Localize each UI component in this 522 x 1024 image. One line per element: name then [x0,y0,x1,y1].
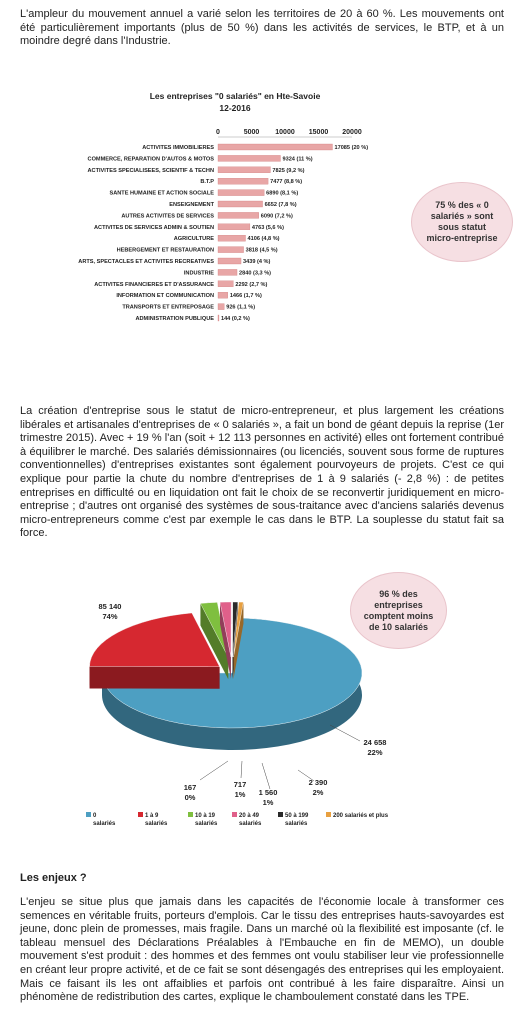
bar-value-label: 2292 (2,7 %) [235,281,268,288]
pie-percent-label: 1% [234,790,246,799]
pie-leader-line [330,725,360,741]
bar-x-tick-label: 20000 [342,129,362,136]
bar [218,201,263,207]
bar [218,281,233,287]
bar-value-label: 17085 (20 %) [334,145,369,151]
bar [218,235,246,241]
pie-value-label: 717 [233,780,247,789]
bar-category-label: ARTS, SPECTACLES ET ACTIVITES RECREATIVES [78,259,214,265]
bar-x-tick-label: 5000 [243,129,260,136]
pie-legend-label: 200 salariés et plus [333,813,389,819]
middle-paragraph [20,405,504,541]
pie-legend-swatch [232,812,237,817]
pie-percent-label: 0% [184,793,196,802]
bar-value-label: 1466 (1,7 %) [229,293,262,300]
pie-legend-label: 20 à 49 salariés [239,813,262,827]
bar-category-label: ACTIVITES IMMOBILIERES [142,145,214,151]
pie-percent-label: 2% [312,788,324,797]
bar-value-label: 6090 (7,2 %) [260,213,293,220]
bar-category-label: TRANSPORTS ET ENTREPOSAGE [122,304,214,311]
pie-value-label: 24 658 [363,738,387,747]
bar-value-label: 144 (0,2 %) [220,316,250,322]
bar-value-label: 7825 (9,2 %) [272,167,305,174]
bar-chart-subtitle: 12-2016 [219,103,251,113]
pie-slice [90,613,220,667]
bar-category-label: AGRICULTURE [173,236,214,243]
bar-category-label: COMMERCE, REPARATION D'AUTOS & MOTOS [87,156,214,163]
bar [218,167,270,173]
bar-value-label: 6652 (7,8 %) [264,202,297,208]
bar-category-label: INDUSTRIE [183,270,214,277]
bar-value-label: 4763 (5,6 %) [251,224,284,231]
bar-chart-title: Les entreprises "0 salariés" en Hte-Savoie [149,91,321,101]
middle-paragraph-text: La création d'entreprise sous le statut de micro-entrepreneur, et plus largement les créations libérales et artisanales d'entreprises de « 0 salariés », a fait un bond de géant depuis la reprise (1er trimestre 2015). Avec + 19 % l'an (soit + 12 113 personnes en activité) elles ont fortement contribué à équilibrer le marché. Des salariés démissionnaires (ou licenciés, souvent sous forme de ruptures conventionnelles) d'entreprises existantes sont également pourvoyeurs de projets. C'est ce qui explique pour partie la chute du nombre d'entreprises de 1 à 9 salariés (- 2,8 %) : de petites entreprises en difficulté ou en liquidation ont fait le choix de se reconvertir juridiquement en micro-entreprise ; d'autres ont organisé des systèmes de sous-traitance avec d'anciens salariés devenus micro-entrepreneurs comme c'est par exemple le cas dans le BTP. La souplesse du statut fait sa force. [20,405,504,540]
pie-value-label: 85 140 [98,602,122,611]
bar-category-label: AUTRES ACTIVITES DE SERVICES [121,213,214,220]
pie-value-label: 167 [183,783,197,792]
bar-x-tick-label: 15000 [308,129,329,136]
pie-leader-line [200,761,228,780]
bar-x-tick-label: 10000 [275,129,295,136]
pie-leader-line [241,761,242,778]
pie-percent-label: 74% [102,612,118,621]
pie-legend-swatch [188,812,193,817]
micro-entreprise-bubble-text: 75 % des « 0 salariés » sont sous statut micro-entreprise [426,200,498,243]
bar-category-label: ACTIVITES DE SERVICES ADMIN & SOUTIEN [94,224,214,231]
pie-legend-swatch [326,812,331,817]
pie-legend-swatch [278,812,283,817]
pie-value-label: 2 390 [308,778,328,787]
micro-entreprise-bubble [411,182,513,262]
moins-de-10-bubble-text: 96 % des entreprises comptent moins de 10 salariés [363,588,434,632]
section-heading: Les enjeux ? [20,872,87,884]
pie-legend-label: 50 à 199 salariés [285,813,309,827]
bar-category-label: INFORMATION ET COMMUNICATION [116,293,214,300]
bar-category-label: HEBERGEMENT ET RESTAURATION [116,247,214,254]
bar [218,304,224,310]
bar [218,258,241,264]
bar [218,190,264,196]
intro-paragraph: L'ampleur du mouvement annuel a varié selon les territoires de 20 à 60 %. Les mouvements ont été particulièrement importants (plus de 50 %) dans les activités de services, le BTP, et à un moindre degré dans l'Industrie. [20,8,504,48]
bar-category-label: SANTE HUMAINE ET ACTION SOCIALE [109,190,214,197]
pie-percent-label: 22% [367,748,383,757]
bar-x-tick-label: 0 [216,129,220,136]
pie-legend-swatch [138,812,143,817]
bar-value-label: 7477 (8,8 %) [270,179,303,186]
bar-category-label: ENSEIGNEMENT [169,202,214,208]
bar [218,144,332,150]
bar-value-label: 4106 (4,8 %) [247,236,280,243]
final-paragraph: L'enjeu se situe plus que jamais dans les capacités de l'économie locale à transformer ces semences en véritable fruits, porteurs d'emplois. Car le tissu des entreprises hauts-savoyardes est jeune, donc plein de promesses, mais fragile. Dans un marché où la flexibilité est imposante (cf. le tableau mensuel des Déclarations Préalables à l'Embauche en fin de MEMO), un double mouvement s'est produit : des hommes et des femmes ont voulu stabiliser leur vie professionnelle en créant leur propre activité, et de ce fait se sont désengagés des entreprises qui les employaient. Mais ce faisant ils les ont affaiblies et parfois ont contribué à les faire disparaître. Ainsi un phénomène de redistribution des cartes, explique le chamboulement constaté dans les TPE. [20,896,504,1004]
bar-category-label: B.T.P [200,179,214,186]
bar-value-label: 3439 (4 %) [243,259,271,265]
bar-value-label: 6890 (8,1 %) [266,190,299,197]
bar-value-label: 3818 (4,5 %) [245,247,278,254]
pie-percent-label: 1% [262,798,274,807]
bar [218,269,237,275]
pie-value-label: 1 560 [258,788,278,797]
bar [218,212,259,218]
bar [218,292,228,298]
bar-value-label: 926 (1,1 %) [226,304,256,311]
bar [218,224,250,230]
pie-leader-line [262,763,270,789]
bar [218,315,219,321]
bar [218,247,244,253]
bar-value-label: 9324 (11 %) [282,156,313,163]
bar-category-label: ADMINISTRATION PUBLIQUE [135,316,214,322]
bar-category-label: ACTIVITES FINANCIERES ET D'ASSURANCE [94,281,214,288]
bar [218,155,280,161]
bar-category-label: ACTIVITES SPECIALISEES, SCIENTIF & TECHN [87,167,214,174]
bar [218,178,268,184]
bar-value-label: 2840 (3,3 %) [239,270,272,277]
pie-legend-label: 10 à 19 salariés [195,813,218,827]
pie-legend-label: 0 salariés [93,813,116,827]
moins-de-10-bubble [350,572,447,649]
pie-legend-swatch [86,812,91,817]
pie-slice-edge [90,666,220,688]
pie-legend-label: 1 à 9 salariés [145,813,168,827]
